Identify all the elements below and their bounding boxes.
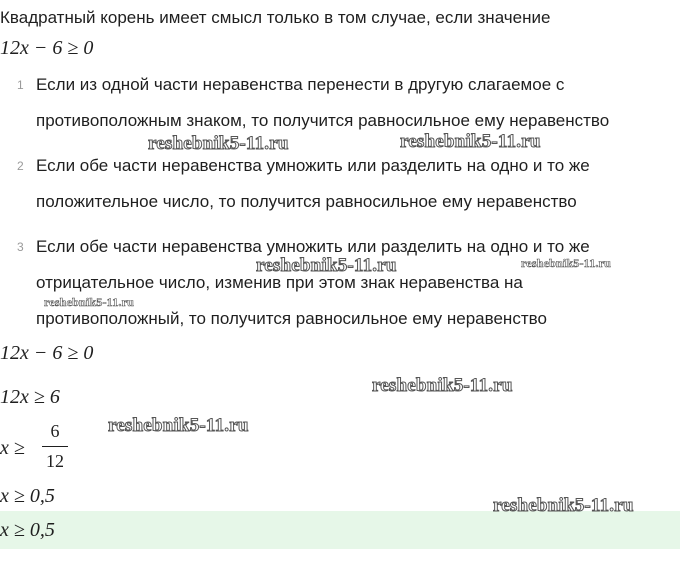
watermark-text: reshebnik5-11.ru [400,131,541,152]
rule-number: 1 [17,78,24,92]
rule-text-line: Если обе части неравенства умножить или разделить на одно и то же [36,237,590,256]
watermark-text: reshebnik5-11.ru [44,295,134,309]
rule-text-line: Если из одной части неравенства перенести в другую слагаемое с [36,75,565,94]
fraction-numerator: 6 [50,421,60,441]
rule-number: 2 [17,159,24,173]
watermark-text: reshebnik5-11.ru [108,415,249,436]
step-formula: 12x ≥ 6 [0,386,60,408]
rule-text-line: Если обе части неравенства умножить или разделить на одно и то же [36,156,590,175]
rule-text-line: отрицательное число, изменив при этом знак неравенства на [36,273,523,292]
fraction-denominator: 12 [46,451,64,471]
rule-text-line: противоположный, то получится равносильное ему неравенство [36,309,547,328]
watermark-text: reshebnik5-11.ru [493,495,634,516]
step-formula: x ≥ 0,5 [0,485,55,507]
watermark-text: reshebnik5-11.ru [256,255,397,276]
rule-text-line: противоположным знаком, то получится равносильное ему неравенство [36,111,610,130]
watermark-text: reshebnik5-11.ru [521,256,611,270]
intro-text: Квадратный корень имеет смысл только в том случае, если значение [0,8,551,27]
step-formula-prefix: x ≥ [0,437,25,459]
rule-number: 3 [17,240,24,254]
watermark-text: reshebnik5-11.ru [148,133,289,154]
watermark-text: reshebnik5-11.ru [372,375,513,396]
rule-text-line: положительное число, то получится равносильное ему неравенство [36,192,577,211]
fraction-bar [42,446,68,447]
condition-formula: 12x − 6 ≥ 0 [0,37,94,59]
answer-formula: x ≥ 0,5 [0,519,55,541]
step-formula: 12x − 6 ≥ 0 [0,342,94,364]
